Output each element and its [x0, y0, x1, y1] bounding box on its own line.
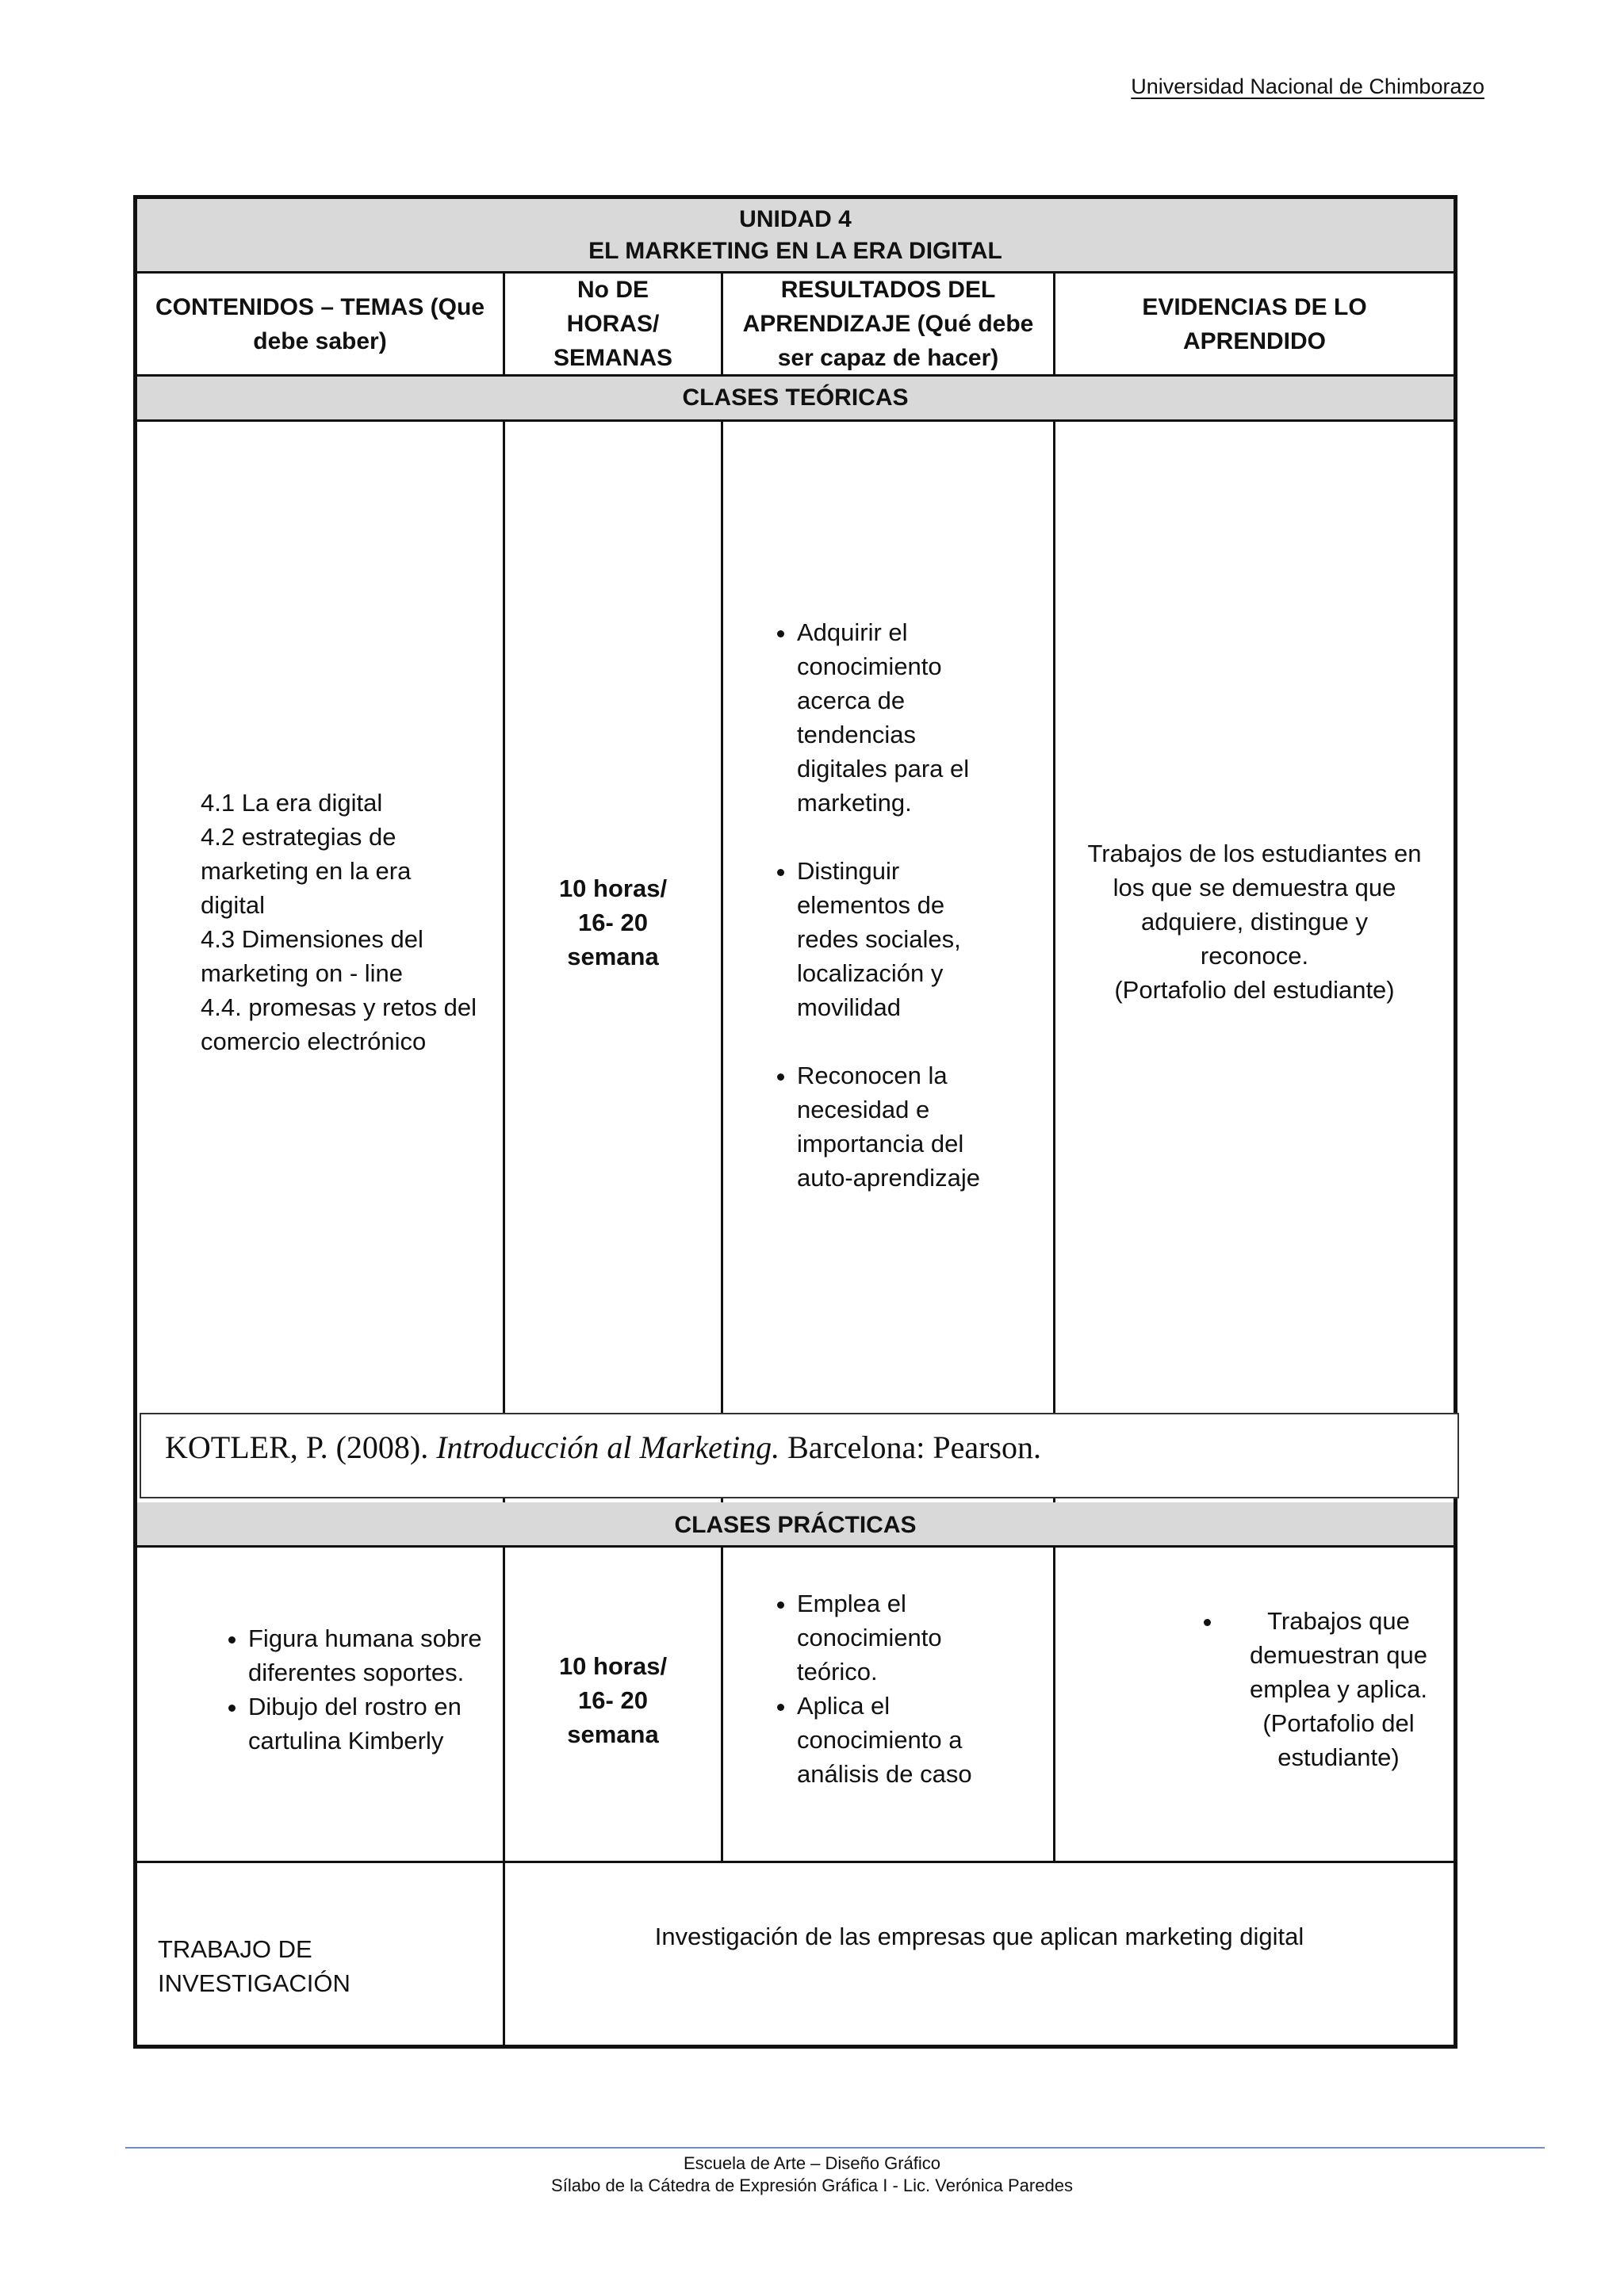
- list-item: • Emplea el conocimiento teórico.: [797, 1586, 1057, 1689]
- list-item: • Adquirir el conocimiento acerca de tendencias digitales para el marketing.: [797, 615, 1057, 820]
- theory-label: CLASES TEÓRICAS: [682, 385, 909, 411]
- reference-author: KOTLER, P. (2008).: [165, 1429, 437, 1465]
- theory-band: [137, 377, 1454, 419]
- practice-evidence-list: [1192, 1604, 1454, 1774]
- list-item: • Trabajos que demuestran que emplea y aplica. (Portafolio del estudiante): [1224, 1604, 1454, 1774]
- institution-header: Universidad Nacional de Chimborazo: [1131, 75, 1484, 98]
- column-header-evidence: EVIDENCIAS DE LO APRENDIDO: [1142, 293, 1367, 354]
- column-header-results: RESULTADOS DEL APRENDIZAJE (Qué debe ser capaz de hacer): [742, 277, 1034, 371]
- research-label: TRABAJO DE INVESTIGACIÓN: [158, 1935, 350, 1997]
- theory-contents-cell: 4.1 La era digital 4.2 estrategias de marketing en la era digital 4.3 Dimensiones del marketing on - line 4.4. promesas y retos del comercio electrónico: [201, 789, 477, 1055]
- divider: [503, 1545, 505, 2045]
- divider: [1053, 1545, 1055, 1863]
- divider: [1053, 271, 1055, 377]
- divider: [1053, 419, 1055, 1502]
- divider: [137, 1861, 1454, 1863]
- practice-results-list: [748, 1586, 1057, 1791]
- reference-box: [140, 1413, 1459, 1498]
- unit-title-band: [137, 199, 1454, 271]
- list-item: • Figura humana sobre diferentes soportes.: [248, 1621, 503, 1689]
- column-header-hours: No DE HORAS/ SEMANAS: [553, 277, 672, 371]
- practice-contents-cell: [137, 1621, 503, 1758]
- practice-hours-cell: 10 horas/ 16- 20 semana: [558, 1652, 668, 1748]
- divider: [721, 419, 723, 1502]
- divider: [721, 271, 723, 377]
- reference-publisher: Barcelona: Pearson.: [779, 1429, 1041, 1465]
- list-item: • Aplica el conocimiento a análisis de caso: [797, 1689, 1057, 1791]
- practice-evidence-cell: [1192, 1604, 1454, 1774]
- divider: [721, 1545, 723, 1863]
- practice-results-cell: [748, 1586, 1057, 1791]
- practice-label: CLASES PRÁCTICAS: [674, 1512, 917, 1538]
- divider: [503, 271, 505, 377]
- footer-line-2: Sílabo de la Cátedra de Expresión Gráfica I - Lic. Verónica Paredes: [551, 2175, 1073, 2195]
- footer-divider: [125, 2147, 1545, 2149]
- theory-evidence-cell: Trabajos de los estudiantes en los que se demuestra que adquiere, distingue y reconoce. (Portafolio del estudiante): [1087, 840, 1422, 1004]
- list-item: • Reconocen la necesidad e importancia del auto-aprendizaje: [797, 1058, 1057, 1195]
- list-item: • Dibujo del rostro en cartulina Kimberly: [248, 1689, 503, 1758]
- theory-results-list: [748, 615, 1057, 1195]
- column-header-contents: CONTENIDOS – TEMAS (Que debe saber): [155, 293, 485, 354]
- divider: [137, 419, 1454, 422]
- theory-hours-cell: 10 horas/ 16- 20 semana: [558, 874, 668, 970]
- syllabus-table: [133, 195, 1457, 2049]
- divider: [503, 419, 505, 1502]
- reference-title: Introducción al Marketing.: [436, 1429, 780, 1465]
- research-text: Investigación de las empresas que aplican marketing digital: [654, 1923, 1304, 1950]
- footer-line-1: Escuela de Arte – Diseño Gráfico: [683, 2153, 941, 2173]
- theory-results-cell: [748, 615, 1057, 1195]
- unit-subtitle: EL MARKETING EN LA ERA DIGITAL: [588, 238, 1002, 264]
- practice-contents-list: [137, 1621, 503, 1758]
- divider: [137, 1545, 1454, 1548]
- practice-band: [137, 1502, 1454, 1545]
- list-item: • Distinguir elementos de redes sociales, localización y movilidad: [797, 854, 1057, 1024]
- unit-title: UNIDAD 4: [739, 206, 852, 232]
